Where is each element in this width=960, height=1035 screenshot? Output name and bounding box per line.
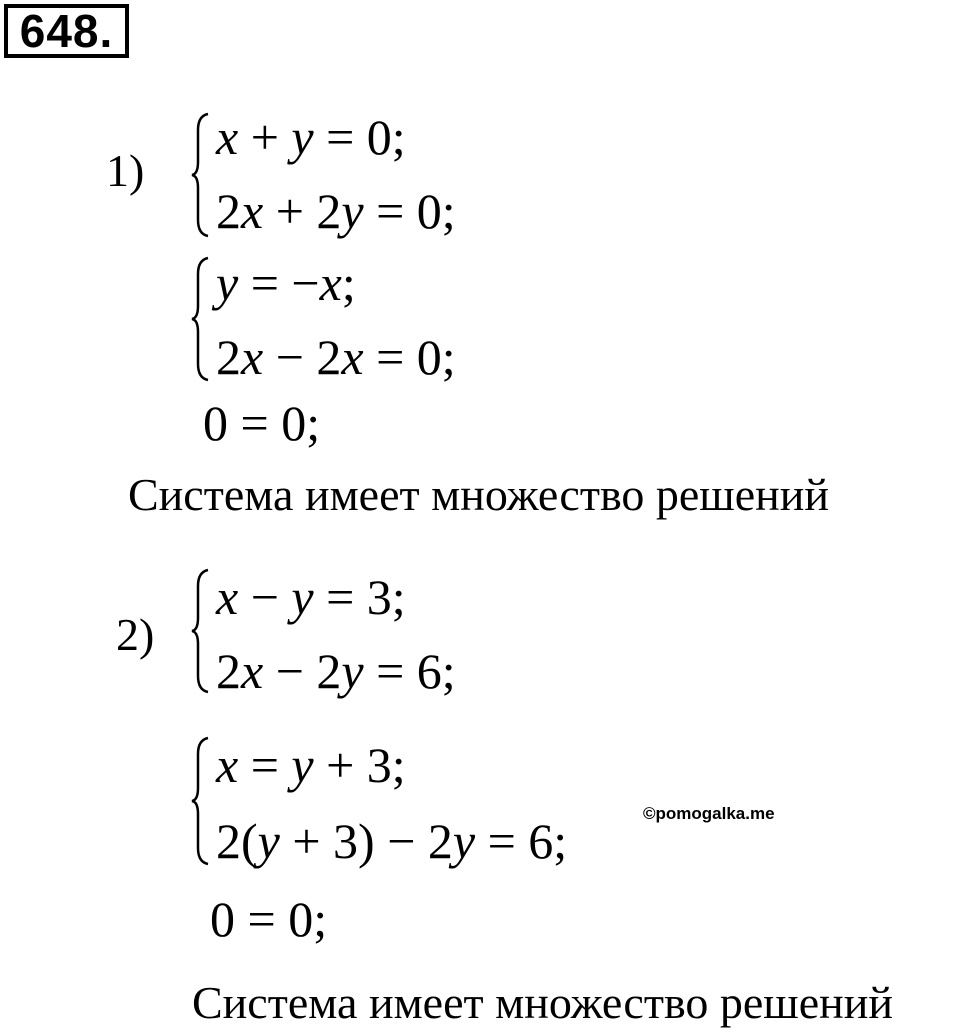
system-1-equation-1: x + y = 0; [216,109,406,165]
system-4-equation-1: x = y + 3; [216,737,406,793]
part-2-label: 2) [116,609,155,660]
brace-icon [190,736,212,866]
system-3-equation-1: x − y = 3; [216,569,406,625]
system-3-equation-2: 2x − 2y = 6; [216,643,456,699]
brace-icon [190,256,212,382]
brace-icon [190,112,212,238]
part-1-label: 1) [106,145,145,196]
conclusion-text: Система имеет множество решений [192,977,893,1028]
system-1-equation-2: 2x + 2y = 0; [216,183,456,239]
system-2-equation-1: y = −x; [216,255,356,311]
result-equation: 0 = 0; [210,891,328,947]
problem-number: 648. [4,4,129,58]
brace-icon [190,568,212,694]
system-4-equation-2: 2(y + 3) − 2y = 6; [216,813,568,869]
conclusion-text: Система имеет множество решений [128,469,829,520]
watermark: ©pomogalka.me [643,804,775,823]
system-2-equation-2: 2x − 2x = 0; [216,329,456,385]
result-equation: 0 = 0; [203,395,321,451]
